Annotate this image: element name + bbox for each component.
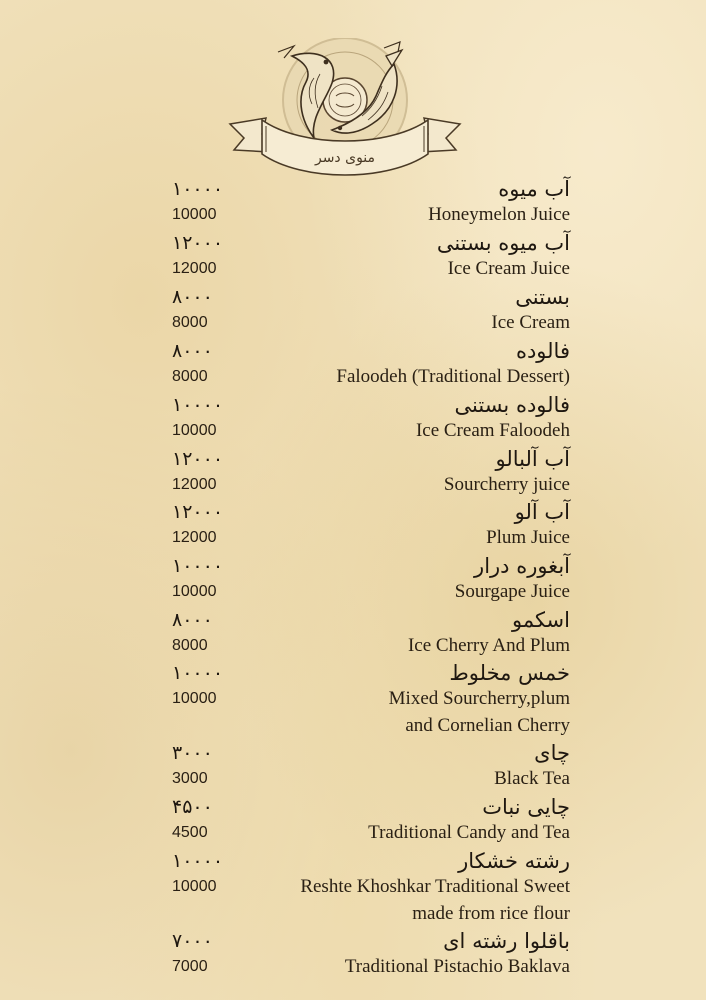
menu-item-persian-name: آب آلبالو [495,447,570,471]
menu-item-persian-name: چایی نبات [482,795,570,819]
menu-item-persian-price: ۸۰۰۰ [172,609,213,631]
menu-item-persian-price: ۱۰۰۰۰ [172,555,224,577]
menu-item-english-price: 8000 [172,637,208,654]
menu-item-english-name: Traditional Pistachio Baklava [344,956,570,977]
menu-item-english-name: Honeymelon Juice [428,204,570,225]
menu-item-english-name: Ice Cream Faloodeh [415,420,570,441]
menu-item-english-price: 12000 [172,529,217,546]
menu-item-english-name: Traditional Candy and Tea [368,822,570,843]
menu-item-english-name-line2: and Cornelian Cherry [405,715,570,736]
menu-item-english-name: Ice Cream Juice [447,258,570,279]
menu-item-persian-name: آب آلو [514,500,570,524]
menu-item-english-name: Faloodeh (Traditional Dessert) [336,366,570,387]
menu-item-english-price: 10000 [172,583,217,600]
menu-item-persian-price: ۱۰۰۰۰ [172,178,224,200]
menu-item-persian-name: باقلوا رشته ای [443,929,570,953]
menu-item-english-price: 3000 [172,770,208,787]
menu-item-persian-price: ۱۰۰۰۰ [172,394,224,416]
menu-item-english-price: 10000 [172,690,217,707]
menu-item-english-price: 4500 [172,824,208,841]
menu-item-english-name: Sourcherry juice [443,474,570,495]
menu-item-persian-price: ۸۰۰۰ [172,340,213,362]
menu-item-persian-price: ۱۲۰۰۰ [172,232,224,254]
menu-item-english-name: Mixed Sourcherry,plum [388,688,570,709]
menu-item-persian-name: بستنی [515,285,570,309]
menu-item-persian-price: ۱۲۰۰۰ [172,501,224,523]
banner-title: منوی دسر [314,150,376,166]
menu-item-persian-name: فالوده بستنی [454,393,570,417]
menu-item-english-price: 10000 [172,206,217,223]
menu-item-english-price: 12000 [172,260,217,277]
menu-item-english-price: 8000 [172,368,208,385]
menu-item-persian-name: فالوده [515,339,570,363]
menu-item-english-name: Plum Juice [486,527,570,548]
menu-item-persian-name: خمس مخلوط [449,661,570,685]
menu-item-persian-name: آبغوره درار [474,554,570,578]
menu-item-english-price: 7000 [172,958,208,975]
menu-item-english-name: Ice Cream [491,312,570,333]
menu-item-persian-price: ۳۰۰۰ [172,742,213,764]
menu-item-persian-price: ۱۰۰۰۰ [172,662,224,684]
menu-item-persian-name: رشته خشکار [458,849,570,873]
menu-item-persian-name: اسکمو [511,608,570,632]
menu-item-persian-price: ۴۵۰۰ [172,796,213,818]
menu-item-english-price: 8000 [172,314,208,331]
menu-item-persian-name: آب میوه [498,177,570,201]
menu-item-english-price: 10000 [172,422,217,439]
menu-item-persian-price: ۱۰۰۰۰ [172,850,224,872]
menu-item-english-name: Reshte Khoshkar Traditional Sweet [300,876,570,897]
menu-item-persian-price: ۸۰۰۰ [172,286,213,308]
menu-item-persian-price: ۱۲۰۰۰ [172,448,224,470]
menu-item-english-name-line2: made from rice flour [412,903,570,924]
menu-item-english-price: 10000 [172,878,217,895]
menu-item-english-name: Black Tea [494,768,570,789]
menu-item-persian-price: ۷۰۰۰ [172,930,213,952]
menu-item-english-price: 12000 [172,476,217,493]
menu-item-english-name: Ice Cherry And Plum [407,635,570,656]
menu-item-persian-name: آب میوه بستنی [436,231,570,255]
menu-item-english-name: Sourgape Juice [454,581,570,602]
menu-item-persian-name: چای [534,741,570,765]
